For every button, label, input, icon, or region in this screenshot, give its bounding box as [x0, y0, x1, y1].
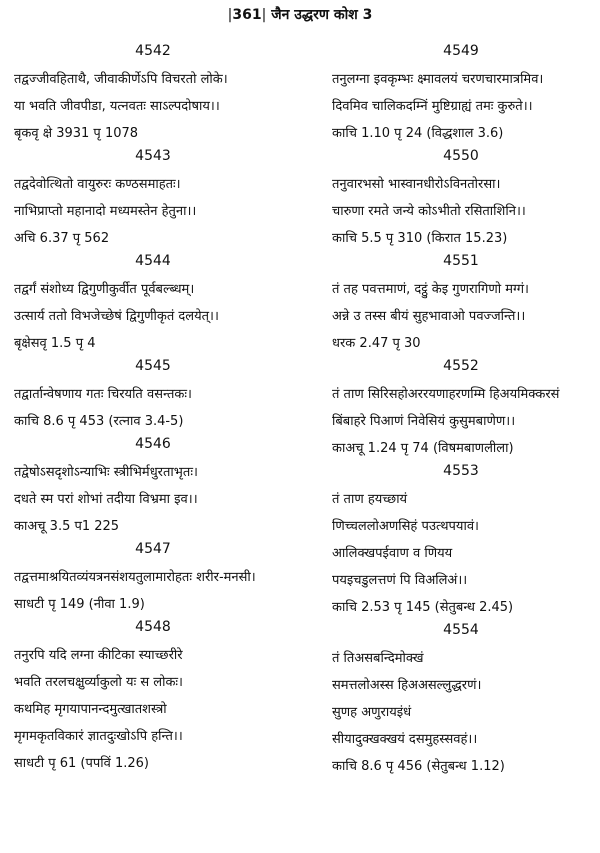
quote-entry: [332, 252, 590, 357]
entry-number: 4553: [443, 463, 479, 479]
verse-line: तद्वर्गं संशोध्य द्विगुणीकुर्वीत पूर्वबल्ब्धम्।: [14, 282, 195, 297]
source-reference: बृकवृ क्षे 3931 पृ 1078: [14, 126, 139, 141]
source-reference: काअचू 3.5 प1 225: [14, 519, 120, 534]
verse-line: भवति तरलचक्षुर्व्याकुलो यः स लोकः।: [14, 675, 183, 690]
quote-entry: [332, 147, 590, 252]
verse-line: तद्वेषोऽसदृशोऽन्याभिः स्त्रीभिर्मधुरताभृतः।: [14, 465, 198, 480]
verse-line: अन्ने उ तस्स बीयं सुहभावाओ पवज्जन्ति।।: [332, 309, 526, 324]
verse-line: तं तिअसबन्दिमोक्खं: [332, 651, 424, 666]
quote-entry: [14, 147, 292, 252]
verse-line: समत्तलोअस्स हिअअसल्लुद्धरणं।: [332, 678, 482, 693]
entry-number: 4549: [443, 43, 479, 59]
entry-number: 4542: [135, 43, 171, 59]
quote-entry: [332, 42, 590, 147]
right-column: [332, 42, 590, 780]
source-reference: साधटी पृ 149 (नीवा 1.9): [14, 597, 145, 612]
verse-line: दधते स्म परां शोभां तदीया विभ्रमा इव।।: [14, 492, 198, 507]
entry-number: 4544: [135, 253, 171, 269]
verse-line: पयइचडुलत्तणं पि विअलिअं।।: [332, 573, 468, 588]
verse-line: सीयादुक्खक्खयं दसमुहस्सवहं।।: [332, 732, 478, 747]
entry-number: 4550: [443, 148, 479, 164]
entry-number: 4543: [135, 148, 171, 164]
source-reference: काचि 5.5 पृ 310 (किरात 15.23): [332, 231, 508, 246]
quote-entry: [332, 462, 590, 621]
verse-line: या भवति जीवपीडा, यत्नवतः साऽल्पदोषाय।।: [14, 99, 220, 114]
verse-line: कथमिह मृगयापानन्दमुत्खातशस्त्रो: [14, 702, 167, 717]
source-reference: काचि 8.6 पृ 453 (रत्नाव 3.4-5): [14, 414, 184, 429]
quote-entry: [332, 621, 590, 780]
source-reference: काचि 2.53 पृ 145 (सेतुबन्ध 2.45): [332, 600, 514, 615]
book-title: जैन उद्धरण कोश 3: [271, 7, 373, 23]
quote-entry: [14, 618, 292, 777]
left-column: [14, 42, 292, 777]
verse-line: उत्सार्य ततो विभजेच्छेषं द्विगुणीकृतं दलयेत्।।: [14, 309, 219, 324]
verse-line: नाभिप्राप्तो महानादो मध्यमस्तेन हेतुना।।: [14, 204, 197, 219]
quote-entry: [14, 42, 292, 147]
header-separator: |: [227, 7, 233, 23]
verse-line: तद्वार्तान्वेषणाय गतः चिरयति वसन्तकः।: [14, 387, 192, 402]
quote-entry: [14, 252, 292, 357]
source-reference: काचि 1.10 पृ 24 (विद्धशाल 3.6): [332, 126, 504, 141]
verse-line: तं ताण सिरिसहोअररयणाहरणम्मि हिअयमिक्करसं: [332, 387, 560, 402]
entry-number: 4545: [135, 358, 171, 374]
entry-number: 4546: [135, 436, 171, 452]
verse-line: मृगमकृतविकारं ज्ञातदुःखोऽपि हन्ति।।: [14, 729, 183, 744]
source-reference: अचि 6.37 पृ 562: [14, 231, 110, 246]
entry-number: 4552: [443, 358, 479, 374]
verse-line: तनुवारभसो भास्वानधीरोऽविनतोरसा।: [332, 177, 501, 192]
source-reference: साधटी पृ 61 (पपविं 1.26): [14, 756, 149, 771]
source-reference: बृक्षेसवृ 1.5 पृ 4: [14, 336, 96, 351]
verse-line: तनुरपि यदि लग्ना कीटिका स्याच्छरीरे: [14, 648, 183, 663]
entry-number: 4551: [443, 253, 479, 269]
verse-line: दिवमिव चालिकदम्निं मुष्टिग्राह्यं तमः कुरुते।।: [332, 99, 533, 114]
verse-line: तनुलग्ना इवकृम्भः क्ष्मावलयं चरणचारमात्रमिव।: [332, 72, 544, 87]
source-reference: धरक 2.47 पृ 30: [332, 336, 421, 351]
verse-line: सुणह अणुरायइंधं: [332, 705, 412, 720]
entry-number: 4554: [443, 622, 479, 638]
page-header: [0, 5, 600, 24]
quote-entry: [332, 357, 590, 462]
page-number: 361: [232, 7, 262, 23]
verse-line: तद्वत्तमाश्रयितव्यंयत्रनसंशयतुलामारोहतः शरीर-मनसी।: [14, 570, 256, 585]
quote-entry: [14, 540, 292, 618]
verse-line: तद्वदेवोत्थितो वायुरुरः कण्ठसमाहतः।: [14, 177, 181, 192]
verse-line: तद्वज्जीवहिताथै, जीवाकीर्णेऽपि विचरतो लोके।: [14, 72, 228, 87]
verse-line: तं तह पवत्तमाणं, दट्ठुं केइ गुणरागिणो मग्गं।: [332, 282, 529, 297]
verse-line: बिंबाहरे पिआणं निवेसियं कुसुमबाणेण।।: [332, 414, 516, 429]
entry-number: 4548: [135, 619, 171, 635]
quote-entry: [14, 435, 292, 540]
source-reference: काअचू 1.24 पृ 74 (विषमबाणलीला): [332, 441, 514, 456]
quote-entry: [14, 357, 292, 435]
header-separator: |: [261, 7, 267, 23]
verse-line: आलिक्खपईवाण व णियय: [332, 546, 453, 561]
source-reference: काचि 8.6 पृ 456 (सेतुबन्ध 1.12): [332, 759, 505, 774]
verse-line: णिच्चललोअणसिहं पउत्थपयावं।: [332, 519, 479, 534]
verse-line: तं ताण हयच्छायं: [332, 492, 408, 507]
entry-number: 4547: [135, 541, 171, 557]
verse-line: चारुणा रमते जन्ये कोऽभीतो रसिताशिनि।।: [332, 204, 526, 219]
